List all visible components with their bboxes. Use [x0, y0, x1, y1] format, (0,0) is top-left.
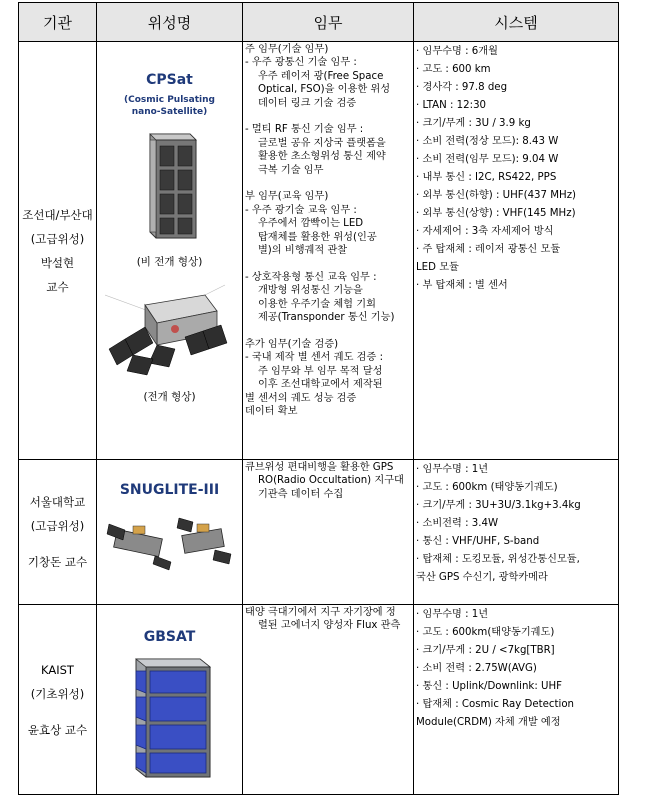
institution-line: KAIST — [41, 662, 74, 677]
system-spec: · 부 탑재체 : 별 센서 — [416, 280, 508, 291]
mission-cell — [243, 605, 414, 795]
cubesat-gbsat-image — [122, 653, 218, 783]
system-spec: · 고도 : 600km (태양동기궤도) — [416, 482, 558, 493]
system-spec: · 크기/무게 : 3U / 3.9 kg — [416, 118, 531, 129]
satellite-name: SNUGLITE-III — [119, 482, 220, 498]
system-spec: · 외부 통신(상향) : VHF(145 MHz) — [416, 208, 576, 219]
cubesat-formation-image — [105, 512, 235, 572]
institution-line: 윤효상 교수 — [27, 722, 88, 737]
system-spec: · 소비전력 : 3.4W — [416, 518, 499, 529]
system-spec: · 탑재체 : Cosmic Ray Detection — [416, 699, 575, 710]
system-spec: · 탑재체 : 도킹모듈, 위성간통신모듈, — [416, 554, 580, 565]
system-spec: · 소비 전력(임무 모드): 9.04 W — [416, 154, 559, 165]
system-spec: · 내부 통신 : I2C, RS422, PPS — [416, 172, 557, 183]
mission-text: 태양 극대기에서 지구 자기장에 정 렬된 고에너지 양성자 Flux 관측 — [245, 607, 401, 632]
system-spec: · 고도 : 600km(태양동기궤도) — [416, 627, 555, 638]
system-spec: Module(CRDM) 자체 개발 예정 — [416, 717, 561, 728]
caption-stowed: (비 전개 형상) — [136, 256, 203, 268]
institution-line: 기창돈 교수 — [27, 555, 88, 569]
system-spec: · LTAN : 12:30 — [416, 100, 487, 111]
satellite-full-name: (Cosmic Pulsating nano-Satellite) — [124, 95, 215, 117]
system-spec: · 크기/무게 : 2U / <7kg[TBR] — [416, 645, 555, 656]
system-spec: · 크기/무게 : 3U+3U/3.1kg+3.4kg — [416, 500, 581, 511]
header-mission: 임무 — [243, 3, 414, 42]
mission-cell — [243, 42, 414, 460]
satellite-cell — [97, 42, 243, 460]
system-spec: · 소비 전력 : 2.75W(AVG) — [416, 663, 537, 674]
system-spec: · 경사각 : 97.8 deg — [416, 82, 508, 93]
institution-line: (고급위성) — [30, 231, 85, 246]
mission-text: 주 임무(기술 임무) - 우주 광통신 기술 임무 : 우주 레이저 광(Free Space Optical, FSO)을 이용한 위성 데이터 링크 기술 검증 - 멀티 RF 통신 기술 임무 : 글로벌 공유 지상국 플랫폼을 활용한 초소형위성 통신 제약 극복 기술 임무 부 임무(교육 임무) - 우주 광기술 교육 임무 : 우주에서 깜빡이는 LED 탑재체를 활용한 위성(인공 별)의 비행궤적 관찰 - 상호작용형 통신 교육 임무 : 개방형 위성통신 기능을 이용한 우주기술 체험 기회 제공(Transponder 통신 기능) 추가 임무(기술 검증) - 국내 제작 별 센서 궤도 검증 : 주 임무와 부 임무 목적 달성 이후 조선대학교에서 제작된 별 센서의 궤도 성능 검증 데이터 확보 — [245, 44, 395, 417]
table-row — [19, 42, 619, 460]
satellite-name: CPSat — [146, 72, 193, 88]
institution-line: 조선대/부산대 — [22, 207, 93, 222]
mission-text: 큐브위성 편대비행을 활용한 GPS RO(Radio Occultation) 지구대 기관측 데이터 수집 — [245, 462, 404, 500]
system-spec: · 임무수명 : 1년 — [416, 464, 489, 475]
institution-line: 서울대학교 — [29, 495, 86, 509]
table-row — [19, 460, 619, 605]
system-spec: 국산 GPS 수신기, 광학카메라 — [416, 572, 548, 583]
table-row — [19, 605, 619, 795]
cubesat-stowed-image — [130, 126, 210, 246]
header-satellite: 위성명 — [97, 3, 243, 42]
system-spec: LED 모듈 — [416, 262, 459, 273]
caption-deployed: (전개 형상) — [143, 391, 196, 403]
institution-line: 교수 — [46, 279, 69, 294]
system-spec: · 임무수명 : 1년 — [416, 609, 489, 620]
institution-cell — [19, 605, 97, 795]
cubesat-deployed-image — [105, 275, 235, 385]
header-row — [19, 3, 619, 42]
system-spec: · 외부 통신(하향) : UHF(437 MHz) — [416, 190, 577, 201]
satellite-cell — [97, 605, 243, 795]
header-system: 시스템 — [414, 3, 619, 42]
institution-cell — [19, 42, 97, 460]
system-cell — [414, 605, 619, 795]
system-spec: · 주 탑재체 : 레이저 광통신 모듈 — [416, 244, 561, 255]
mission-cell — [243, 460, 414, 605]
institution-cell — [19, 460, 97, 605]
satellite-cell — [97, 460, 243, 605]
institution-line: (고급위성) — [30, 519, 85, 533]
system-spec: · 통신 : VHF/UHF, S-band — [416, 536, 540, 547]
satellite-name: GBSAT — [143, 629, 196, 645]
satellite-table — [18, 2, 619, 795]
system-spec: · 자세제어 : 3축 자세제어 방식 — [416, 226, 554, 237]
system-spec: · 소비 전력(정상 모드): 8.43 W — [416, 136, 559, 147]
system-cell — [414, 460, 619, 605]
system-cell — [414, 42, 619, 460]
system-spec: · 임무수명 : 6개월 — [416, 46, 498, 57]
system-spec: · 고도 : 600 km — [416, 64, 491, 75]
system-spec: · 통신 : Uplink/Downlink: UHF — [416, 681, 562, 692]
institution-line: (기초위성) — [30, 686, 85, 701]
header-institution: 기관 — [19, 3, 97, 42]
institution-line: 박설현 — [40, 255, 75, 270]
